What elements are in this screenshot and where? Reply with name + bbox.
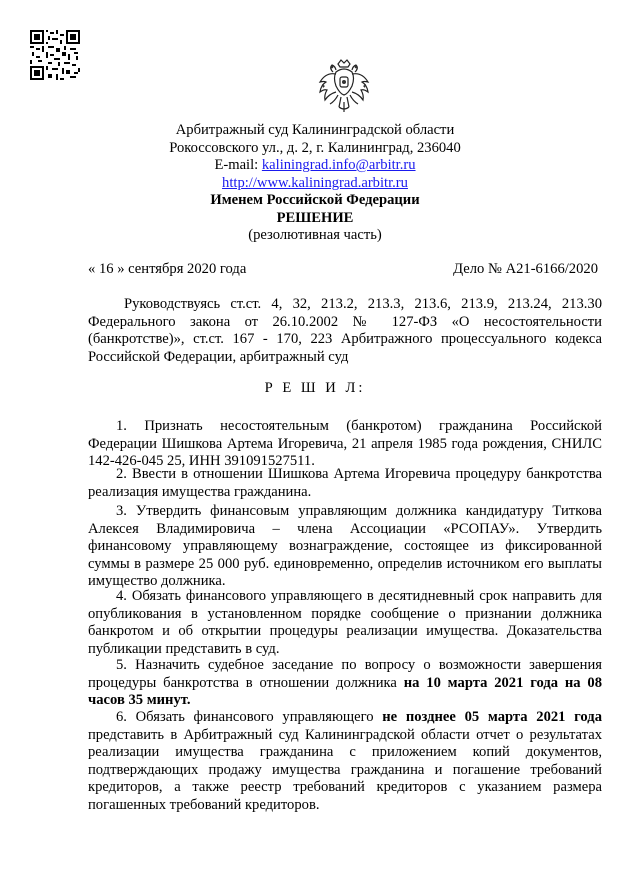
decided-heading: Р Е Ш И Л: <box>264 380 366 396</box>
email-label: E-mail: <box>214 157 262 173</box>
item-3-text: 3. Утвердить финансовым управляющим должника кандидатуру Титкова Алексея Владимировича – члена Ассоциации «РСОПАУ». Утвердить финансовому управляющему вознаграждение, состоящее из фиксированной суммы в размере 25 000 руб. единовременно, определив источником его выплаты имущество должника. <box>88 503 602 589</box>
preamble-text: Руководствуясь ст.ст. 4, 32, 213.2, 213.3, 213.6, 213.9, 213.24, 213.30 Федерального закона от 26.10.2002 № 127-ФЗ «О несостоятельности (банкротстве)», ст.ст. 167 - 170, 223 Арбитражного процессуального кодекса Российской Федерации, арбитражный суд <box>88 296 602 365</box>
coat-of-arms-icon <box>318 58 370 116</box>
document-subtitle: (резолютивная часть) <box>248 227 382 243</box>
website-link[interactable]: http://www.kaliningrad.arbitr.ru <box>222 174 408 191</box>
item-2 <box>88 466 602 501</box>
document-title: РЕШЕНИЕ <box>276 209 354 226</box>
in-name-of-federation: Именем Российской Федерации <box>210 192 420 208</box>
case-number: Дело № А21-6166/2020 <box>453 261 598 277</box>
item-4 <box>88 588 602 658</box>
email-link[interactable]: kaliningrad.info@arbitr.ru <box>261 157 416 173</box>
item-5-text <box>88 657 602 710</box>
court-name: Арбитражный суд Калининградской области <box>175 122 455 138</box>
email-line <box>0 157 630 175</box>
date-line <box>88 261 598 279</box>
qr-code <box>30 30 80 80</box>
court-address: Рокоссовского ул., д. 2, г. Калининград, 236040 <box>169 139 461 156</box>
item-3 <box>88 503 602 591</box>
item-4-text: 4. Обязать финансового управляющего в десятидневный срок направить для опубликования в установленном порядке сообщение о признании должника банкротом и об открытии процедуры реализации имущества. Доказательства публикации представить в суд. <box>88 588 602 657</box>
item-5 <box>88 657 602 710</box>
decision-date: « 16 » сентября 2020 года <box>88 261 247 277</box>
item-5-body: 5. Назначить судебное заседание по вопросу о возможности завершения процедуры банкротства в отношении должника <box>88 657 602 691</box>
item-6-text <box>88 709 602 814</box>
document-header <box>0 122 630 245</box>
item-6 <box>88 709 602 814</box>
item-1 <box>88 418 602 471</box>
item-6-deadline: не позднее 05 марта 2021 года <box>382 709 602 725</box>
item-6-body-b: представить в Арбитражный суд Калининградской области отчет о результатах реализации имущества гражданина с приложением копий документов, подтверждающих продажу имущества гражданина и погашение требований кредиторов, а также реестр требований кредиторов с указанием размера погашенных требований кредиторов. <box>88 726 602 813</box>
item-1-text: 1. Признать несостоятельным (банкротом) гражданина Российской Федерации Шишкова Артема Игоревича, 21 апреля 1985 года рождения, СНИЛС 142-426-045 25, ИНН 391091527511. <box>88 418 602 469</box>
item-2-text: 2. Ввести в отношении Шишкова Артема Игоревича процедуру банкротства реализация имущества гражданина. <box>88 466 602 500</box>
item-5-date: на 10 марта 2021 года на 08 часов 35 минут. <box>88 674 603 708</box>
preamble <box>88 296 602 366</box>
item-6-body-a: 6. Обязать финансового управляющего <box>116 709 383 725</box>
